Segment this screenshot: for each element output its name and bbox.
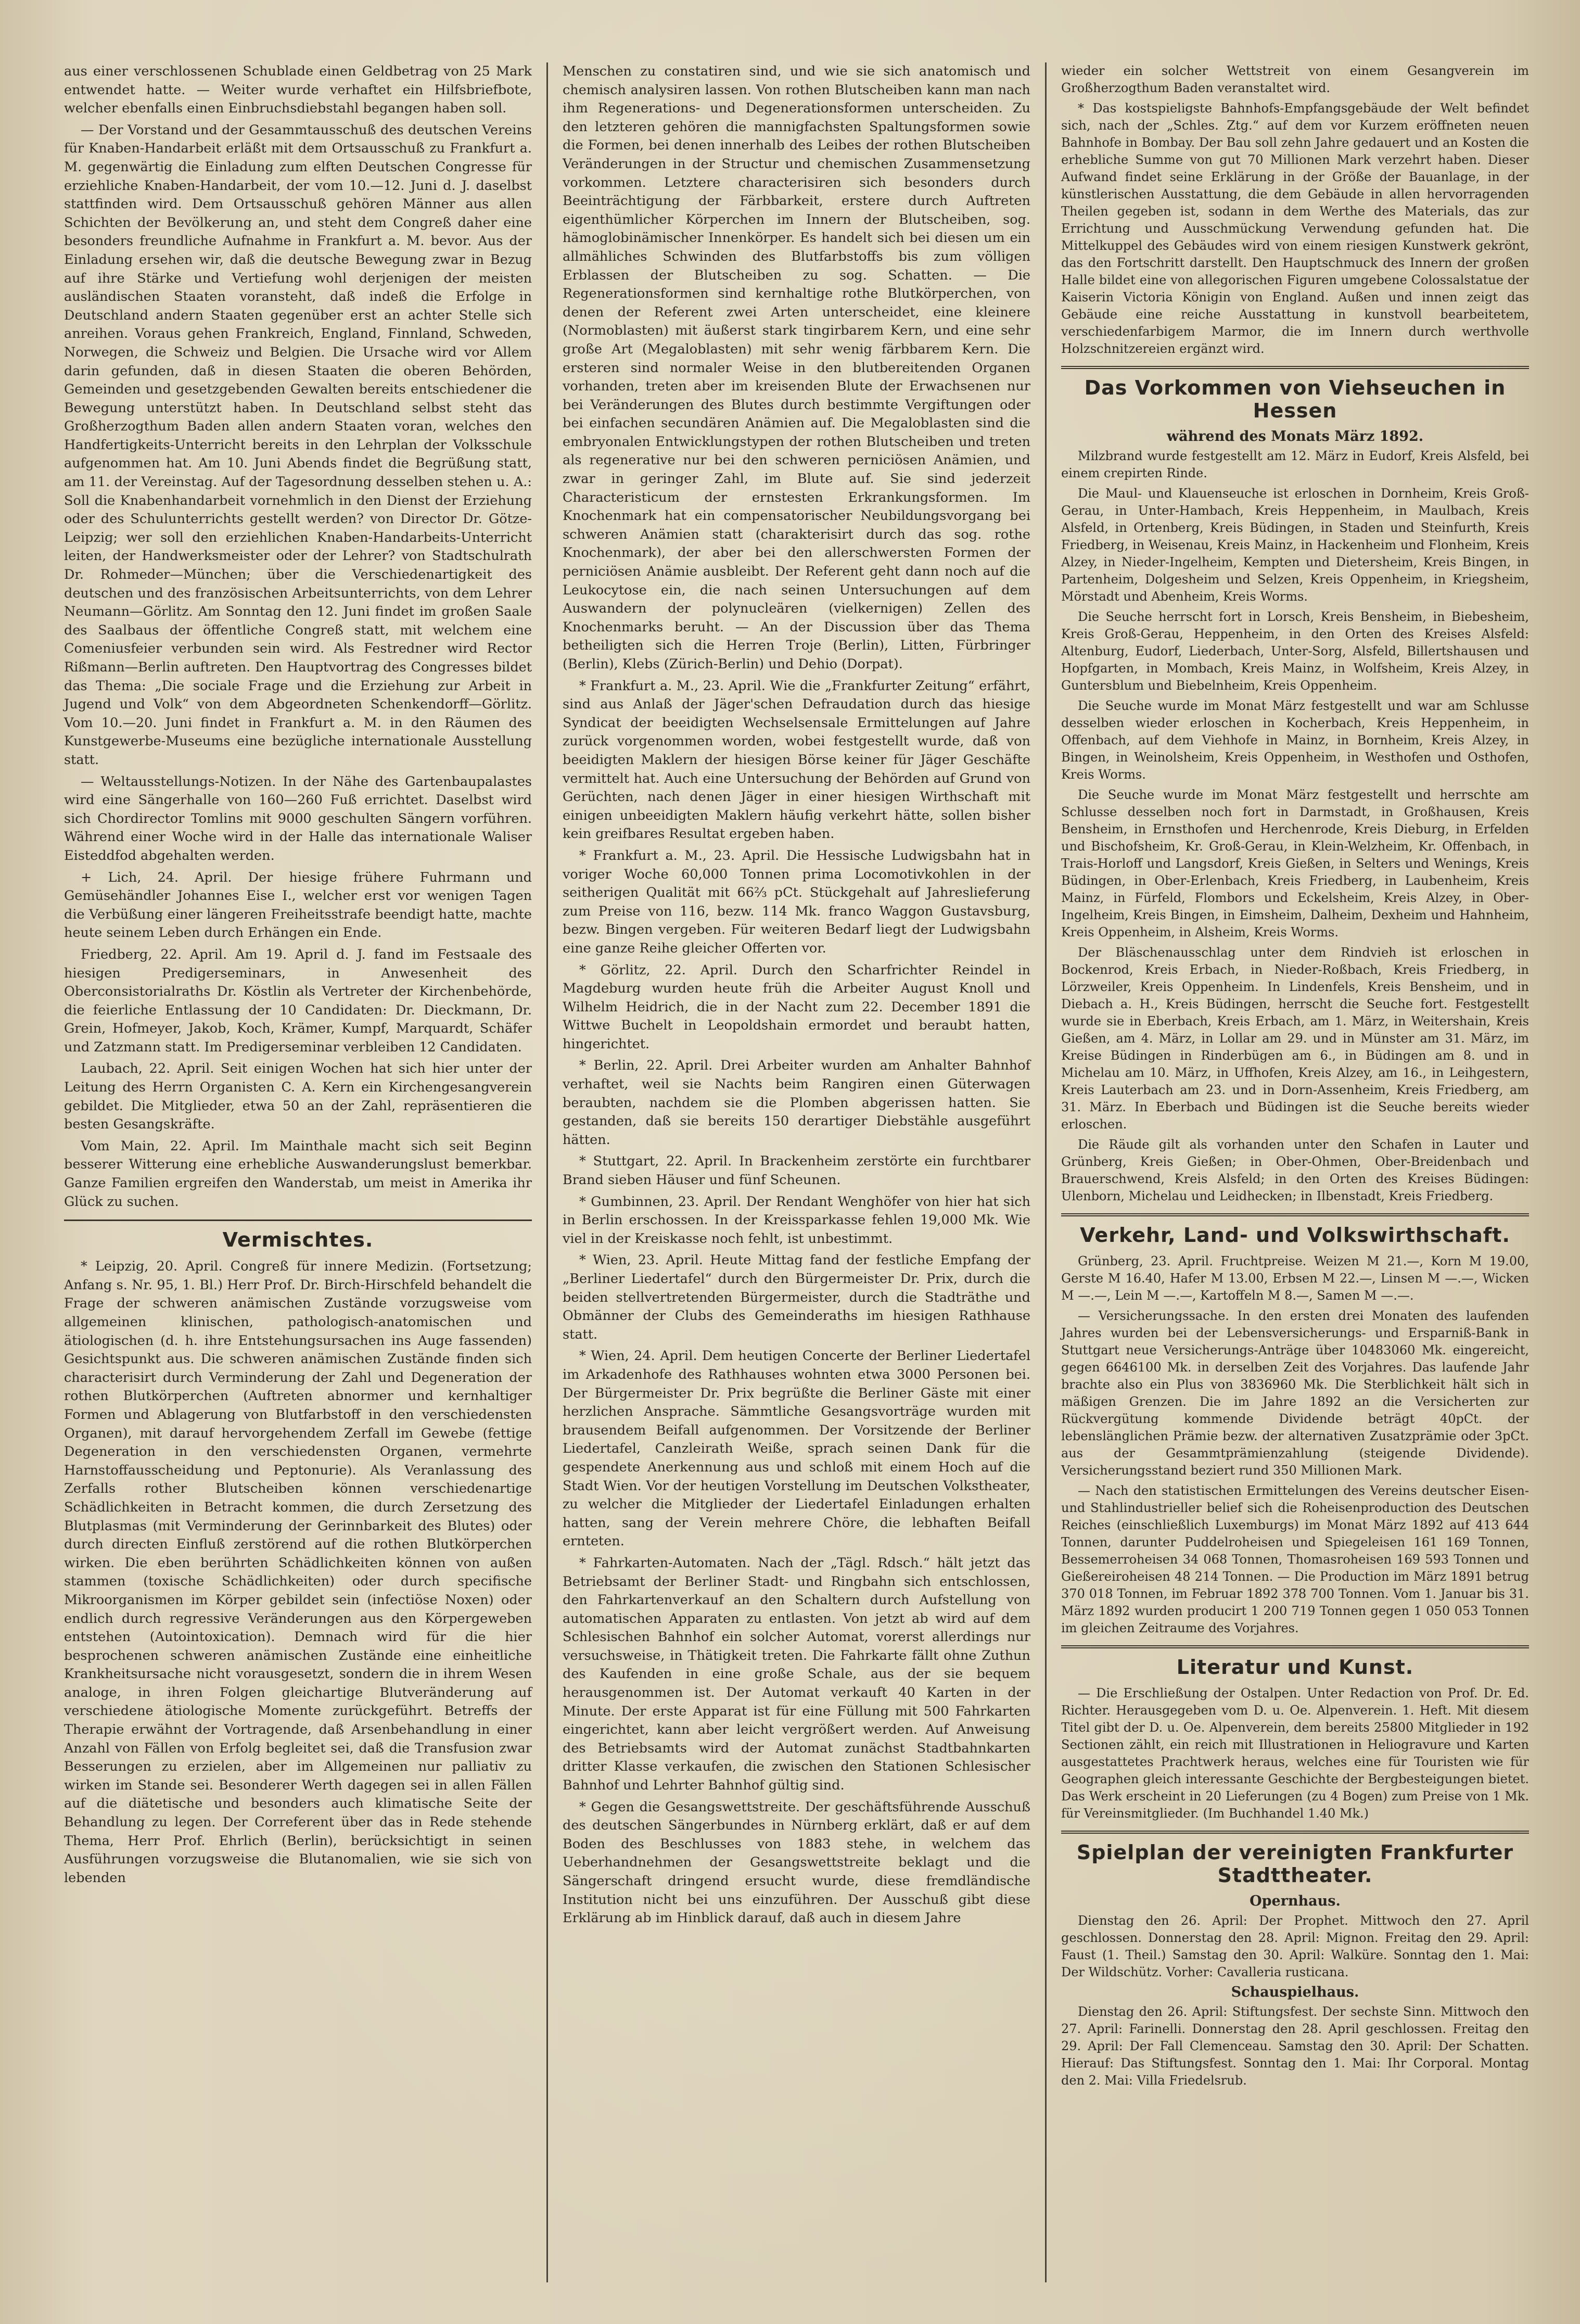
article-paragraph: * Leipzig, 20. April. Congreß für innere Medizin. (Fortsetzung; Anfang s. Nr. 95, 1. Bl.) Herr Prof. Dr. Birch-Hirschfeld behandelt die Frage der schweren anämischen Zustände vorzugsweise vom allgemeinen klinischen, pathologisch-anatomischen und ätiologischen (d. h. ihre Entstehungsursachen ins Auge fassenden) Gesichtspunkt aus. Die schweren anämischen Zustände finden sich characterisirt durch Verminderung der Zahl und Degeneration der rothen Blutkörperchen (Auftreten abnormer und kernhaltiger Formen und Ablagerung von Blutfarbstoff in den verschiedensten Organen), mit darauf hervorgehendem Zerfall im Gewebe (fettige Degeneration in den verschiedensten Organen, vermehrte Harnstoffausscheidung und Peptonurie). Als Veranlassung des Zerfalls rother Blutscheiben können verschiedenartige Schädlichkeiten in Betracht kommen, die durch Zersetzung des Blutplasmas (mit Verminderung der Gerinnbarkeit des Blutes) oder durch directen Einfluß zerstörend auf die rothen Blutkörperchen wirken. Die eben berührten Schädlichkeiten können von außen stammen (toxische Schädlichkeiten) oder durch specifische Mikroorganismen im Körper gebildet sein (infectiöse Noxen) oder endlich durch regressive Veränderungen aus den Körpergeweben entstehen (Autointoxication). Demnach wird für die hier besprochenen schweren anämischen Zustände eine einheitliche Krankheitsursache nicht vorausgesetzt, sondern die in ihrem Wesen analoge, in ihren Folgen gleichartige Blutveränderung auf verschiedene ätiologische Momente zurückgeführt. Betreffs der Therapie erwähnt der Vortragende, daß Arsenbehandlung in einer Anzahl von Fällen von Erfolg begleitet sei, daß die Transfusion zwar Besserungen zu erzielen, aber im Allgemeinen nur palliativ zu wirken im Stande sei. Besonderer Werth dagegen sei in allen Fällen auf die diätetische und besonders auch klimatische Seite der Behandlung zu legen. Der Correferent über das in Rede stehende Thema, Herr Prof. Ehrlich (Berlin), berücksichtigt in seinen Ausführungen vorzugsweise die Blutanomalien, wie sie sich von lebenden: [64, 1259, 532, 1886]
theater-schedule: Dienstag den 26. April: Stiftungsfest. Der sechste Sinn. Mittwoch den 27. April: Farinelli. Donnerstag den 28. April geschlossen. Freitag den 29. April: Der Fall Clemenceau. Samstag den 30. April: Der Schatten. Hierauf: Das Stiftungsfest. Sonntag den 1. Mai: Ihr Corporal. Montag den 2. Mai: Villa Friedelsrub.: [1061, 2004, 1529, 2088]
article-paragraph: — Die Erschließung der Ostalpen. Unter Redaction von Prof. Dr. Ed. Richter. Herausgegeben vom D. u. Oe. Alpenverein. 1. Heft. Mit diesem Titel gibt der D. u. Oe. Alpenverein, dem bereits 25800 Mitglieder in 192 Sectionen zählt, ein reich mit Illustrationen in Heliogravure und Karten ausgestattetes Prachtwerk heraus, welches eine für Touristen wie für Geographen gleich interessante Geschichte der Bergbesteigungen bietet. Das Werk erscheint in 20 Lieferungen (zu 4 Bogen) zum Preise von 1 Mk. für Vereinsmitglieder. (Im Buchhandel 1.40 Mk.): [1061, 1686, 1529, 1821]
column-right: [1045, 62, 1544, 2282]
section-divider: [1061, 366, 1529, 369]
article-paragraph: — Weltausstellungs-Notizen. In der Nähe des Gartenbaupalastes wird eine Sängerhalle von 160—260 Fuß errichtet. Daselbst wird sich Chordirector Tomlins mit 9000 geschulten Sängern vorführen. Während einer Woche wird in der Halle das internationale Waliser Eisteddfod abgehalten werden.: [64, 773, 532, 863]
section-divider: [1061, 1645, 1529, 1648]
article-paragraph: * Wien, 23. April. Heute Mittag fand der festliche Empfang der „Berliner Liedertafel“ durch den Bürgermeister Dr. Prix, durch die beiden stellvertretenden Bürgermeister, durch die Stadträthe und Obmänner der Clubs des Gemeinderaths im hiesigen Rathhause statt.: [563, 1252, 1030, 1342]
article-paragraph: * Fahrkarten-Automaten. Nach der „Tägl. Rdsch.“ hält jetzt das Betriebsamt der Berliner Stadt- und Ringbahn sich entschlossen, den Fahrkartenverkauf an den Schaltern durch Aufstellung von automatischen Apparaten zu entlasten. Von jetzt ab wird auf dem Schlesischen Bahnhof ein solcher Automat, vorerst allerdings nur versuchsweise, in Thätigkeit treten. Die Fahrkarte fällt ohne Zuthun des Kaufenden in eine große Schale, aus der sie bequem herausgenommen ist. Der Automat verkauft 40 Karten in der Minute. Der erste Apparat ist für eine Füllung mit 500 Fahrkarten eingerichtet, kann aber leicht vergrößert werden. Auf Anweisung des Betriebsamts wird der Automat zunächst Stadtbahnkarten dritter Klasse verkaufen, die zwischen den Stationen Schlesischer Bahnhof und Lehrter Bahnhof gültig sind.: [563, 1555, 1030, 1794]
article-paragraph: Der Bläschenausschlag unter dem Rindvieh ist erloschen in Bockenrod, Kreis Erbach, in Nieder-Roßbach, Kreis Friedberg, in Lörzweiler, Kreis Oppenheim. In Lindenfels, Kreis Bensheim, und in Diebach a. H., Kreis Büdingen, herrscht die Seuche fort. Festgestellt wurde sie in Eberbach, Kreis Erbach, am 1. März, in Weitershain, Kreis Gießen, am 4. März, in Lollar am 29. und in Münster am 31. März, im Kreise Büdingen in Rinderbügen am 6., in Büdingen am 8. und in Michelau am 10. März, in Uffhofen, Kreis Alzey, am 16., in Leihgestern, Kreis Lauterbach am 23. und in Dorn-Assenheim, Kreis Friedberg, am 31. März. In Eberbach und Büdingen ist die Seuche bereits wieder erloschen.: [1061, 945, 1529, 1132]
article-paragraph: Menschen zu constatiren sind, und wie sie sich anatomisch und chemisch analysiren lassen. Von rothen Blutscheiben kann man nach ihm Regenerations- und Degenerationsformen unterscheiden. Zu den letzteren gehören die mannigfachsten Spaltungsformen sowie die Formen, bei denen innerhalb des Leibes der rothen Blutscheiben Veränderungen in der Structur und chemischen Zusammensetzung vorkommen. Letztere characterisiren sich besonders durch Beeinträchtigung der Färbbarkeit, erstere durch Auftreten eigenthümlicher Körperchen im Innern der Blutscheiben, sog. hämoglobinämischer Innenkörper. Es handelt sich bei diesen um ein allmähliches Schwinden des Blutfarbstoffs bis zum völligen Erblassen der Blutscheiben zu sog. Schatten. — Die Regenerationsformen sind kernhaltige rothe Blutkörperchen, von denen der Referent zwei Arten unterscheidet, eine kleinere (Normoblasten) mit äußerst stark tingirbarem Kern, und eine sehr große Art (Megaloblasten) mit sehr wenig färbbarem Kern. Die ersteren sind normaler Weise in den blutbereitenden Organen vorhanden, treten aber im kreisenden Blute der Erwachsenen nur bei Veränderungen des Blutes durch bestimmte Vergiftungen oder bei einfachen secundären Anämien auf. Die Megaloblasten sind die embryonalen Entwicklungstypen der rothen Blutscheiben und treten als regenerative nur bei den schweren perniciösen Anämien, und zwar in geringer Zahl, im Blute auf. Sie sind jederzeit Characteristicum der ernstesten Erkrankungsformen. Im Knochenmark hat ein compensatorischer Neubildungsvorgang bei schweren Anämien statt (charakterisirt durch das sog. rothe Knochenmark), der aber bei den allerschwersten Formen der perniciösen Anämie ausbleibt. Der Referent geht dann noch auf die Leukocytose ein, die nach seinen Untersuchungen auf dem Auswandern der polynucleären (vielkernigen) Zellen des Knochenmarks beruht. — An der Discussion über das Thema betheiligten sich die Herren Troje (Berlin), Litten, Fürbringer (Berlin), Klebs (Zürich-Berlin) und Dehio (Dorpat).: [563, 64, 1030, 672]
column-left: [49, 62, 546, 2282]
article-paragraph: Die Räude gilt als vorhanden unter den Schafen in Lauter und Grünberg, Kreis Gießen; in Ober-Ohmen, Ober-Breidenbach und Brauerschwend, Kreis Alsfeld; in den Orten des Kreises Büdingen: Ulenborn, Michelau und Leidhecken; in Ilbenstadt, Kreis Friedberg.: [1061, 1137, 1529, 1203]
article-paragraph: aus einer verschlossenen Schublade einen Geldbetrag von 25 Mark entwendet hatte. — Weiter wurde verhaftet ein Hilfsbriefbote, welcher ebenfalls einen Einbruchsdiebstahl begangen haben soll.: [64, 64, 532, 117]
article-paragraph: * Frankfurt a. M., 23. April. Wie die „Frankfurter Zeitung“ erfährt, sind aus Anlaß der Jäger'schen Defraudation durch das hiesige Syndicat der beeidigten Wechselsensale Ermittelungen auf Jahre zurück vorgenommen worden, wobei festgestellt wurde, daß von beeidigten Maklern der hiesigen Börse keiner für Jäger Geschäfte vermittelt hat. Auch eine Untersuchung der Behörden auf Grund von Gerüchten, nach denen Jäger in einer hiesigen Wirthschaft mit einigen unbeeidigten Maklern häufig verkehrt hätte, sollen bisher kein greifbares Resultat ergeben haben.: [563, 678, 1030, 842]
article-paragraph: Vom Main, 22. April. Im Mainthale macht sich seit Beginn besserer Witterung eine erhebliche Auswanderungslust bemerkbar. Ganze Familien ergreifen den Wanderstab, um meist in Amerika ihr Glück zu suchen.: [64, 1138, 532, 1210]
article-paragraph: — Der Vorstand und der Gesammtausschuß des deutschen Vereins für Knaben-Handarbeit erläßt mit dem Ortsausschuß zu Frankfurt a. M. gegenwärtig die Einladung zum elften Deutschen Congresse für erziehliche Knaben-Handarbeit, der vom 10.—12. Juni d. J. daselbst stattfinden wird. Dem Ortsausschuß gehören Männer aus allen Schichten der Bevölkerung an, und steht dem Congreß daher eine besonders freundliche Aufnahme in Frankfurt a. M. bevor. Aus der Einladung ersehen wir, daß die deutsche Bewegung zwar in Bezug auf ihre Stärke und Vertiefung wohl derjenigen der meisten ausländischen Staaten voransteht, daß indeß die Erfolge in Deutschland andern Staaten gegenüber erst an achter Stelle sich anreihen. Voraus gehen Frankreich, England, Finnland, Schweden, Norwegen, die Schweiz und Belgien. Die Ursache wird vor Allem darin gefunden, daß in diesen Staaten die oberen Behörden, Gemeinden und gesetzgebenden Gewalten bereits entschiedener die Bewegung unterstützt haben. In Deutschland selbst steht das Großherzogthum Baden allen andern Staaten voran, welches den Handfertigkeits-Unterricht bereits in den Lehrplan der Volksschule aufgenommen hat. Am 10. Juni Abends findet die Begrüßung statt, am 11. der Vereinstag. Auf der Tagesordnung desselben stehen u. A.: Soll die Knabenhandarbeit vornehmlich in den Dienst der Erziehung oder des Schulunterrichts gestellt werden? von Director Dr. Götze-Leipzig; wer soll den erziehlichen Knaben-Handarbeits-Unterricht leiten, der Handwerksmeister oder der Lehrer? von Stadtschulrath Dr. Rohmeder—München; über die Verschiedenartigkeit des deutschen und des französischen Arbeitsunterrichts, von dem Lehrer Neumann—Görlitz. Am Sonntag den 12. Juni findet im großen Saale des Saalbaus der öffentliche Congreß statt, mit welchem eine Comeniusfeier verbunden sein wird. Als Festredner wird Rector Rißmann—Berlin auftreten. Den Hauptvortrag des Congresses bildet das Thema: „Die sociale Frage und die Erziehung zur Arbeit in Jugend und Volk“ von dem Abgeordneten Schenkendorff—Görlitz. Vom 10.—20. Juni findet in Frankfurt a. M. in den Räumen des Kunstgewerbe-Museums eine bezügliche internationale Ausstellung statt.: [64, 122, 532, 768]
article-paragraph: Die Maul- und Klauenseuche ist erloschen in Dornheim, Kreis Groß-Gerau, in Unter-Hambach, Kreis Heppenheim, in Maulbach, Kreis Alsfeld, in Ortenberg, Kreis Büdingen, in Staden und Steinfurth, Kreis Friedberg, in Weisenau, Kreis Mainz, in Hackenheim und Flonheim, Kreis Alzey, in Nieder-Ingelheim, Kempten und Dietersheim, Kreis Bingen, in Partenheim, Dolgesheim und Selzen, Kreis Oppenheim, in Kriegsheim, Mörstadt und Abenheim, Kreis Worms.: [1061, 486, 1529, 604]
article-paragraph: Die Seuche wurde im Monat März festgestellt und war am Schlusse desselben wieder erloschen in Kocherbach, Kreis Heppenheim, in Offenbach, auf dem Viehhofe in Mainz, in Bornheim, Kreis Alzey, in Bingen, in Weinolsheim, Kreis Oppenheim, in Westhofen und Osthofen, Kreis Worms.: [1061, 699, 1529, 782]
section-subheading-opernhaus: Opernhaus.: [1250, 1893, 1341, 1909]
columns: [49, 62, 1544, 2282]
article-paragraph: Die Seuche wurde im Monat März festgestellt und herrschte am Schlusse desselben noch fort in Darmstadt, in Großhausen, Kreis Bensheim, in Ernsthofen und Herchenrode, Kreis Dieburg, in Erfelden und Bischofsheim, Kr. Groß-Gerau, in Klein-Welzheim, Kr. Offenbach, in Trais-Horloff und Langsdorf, Kreis Gießen, in Selters und Wenings, Kreis Büdingen, in Ober-Erlenbach, Kreis Friedberg, in Laubenheim, Kreis Mainz, in Fürfeld, Flombors und Eckelsheim, Kreis Alzey, in Ober-Ingelheim, Kreis Bingen, in Eimsheim, Dalheim, Dexheim und Hahnheim, Kreis Oppenheim, in Alsheim, Kreis Worms.: [1061, 788, 1529, 939]
article-paragraph: * Berlin, 22. April. Drei Arbeiter wurden am Anhalter Bahnhof verhaftet, weil sie Nachts beim Rangiren einen Güterwagen beraubten, nachdem sie die Plomben abgerissen hatten. Sie gestanden, daß sie bereits 150 derartiger Diebstähle ausgeführt hätten.: [563, 1058, 1030, 1148]
section-subheading-schauspielhaus: Schauspielhaus.: [1231, 1984, 1359, 2000]
article-paragraph: — Nach den statistischen Ermittelungen des Vereins deutscher Eisen- und Stahlindustrieller belief sich die Roheisenproduction des Deutschen Reiches (einschließlich Luxemburgs) im Monat März 1892 auf 413 644 Tonnen, darunter Puddelroheisen und Spiegeleisen 161 169 Tonnen, Bessemerroheisen 34 068 Tonnen, Thomasroheisen 169 593 Tonnen und Gießereiroheisen 48 214 Tonnen. — Die Production im März 1891 betrug 370 018 Tonnen, im Februar 1892 378 700 Tonnen. Vom 1. Januar bis 31. März 1892 wurden producirt 1 200 719 Tonnen gegen 1 050 053 Tonnen im gleichen Zeitraume des Vorjahres.: [1061, 1483, 1529, 1635]
article-paragraph: Milzbrand wurde festgestellt am 12. März in Eudorf, Kreis Alsfeld, bei einem crepirten Rinde.: [1061, 449, 1529, 480]
article-paragraph: Grünberg, 23. April. Fruchtpreise. Weizen M 21.—, Korn M 19.00, Gerste M 16.40, Hafer M 13.00, Erbsen M 22.—, Linsen M —.—, Wicken M —.—, Lein M —.—, Kartoffeln M 8.—, Samen M —.—.: [1061, 1254, 1529, 1303]
section-heading-literatur: Literatur und Kunst.: [1176, 1656, 1414, 1679]
article-paragraph: * Gumbinnen, 23. April. Der Rendant Wenghöfer von hier hat sich in Berlin erschossen. In der Kreissparkasse fehlen 19,000 Mk. Wie viel in der Kreiskasse noch fehlt, ist unbestimmt.: [563, 1193, 1030, 1247]
section-heading-verkehr: Verkehr, Land- und Volkswirthschaft.: [1080, 1224, 1510, 1247]
section-heading-viehseuchen: Das Vorkommen von Viehseuchen in Hessen: [1084, 376, 1506, 422]
section-subheading: während des Monats März 1892.: [1166, 428, 1424, 445]
section-divider: [1061, 1831, 1529, 1834]
section-heading-vermischtes: Vermischtes.: [222, 1228, 374, 1252]
article-paragraph: Die Seuche herrscht fort in Lorsch, Kreis Bensheim, in Biebesheim, Kreis Groß-Gerau, Heppenheim, in den Orten des Kreises Alsfeld: Altenburg, Eudorf, Liederbach, Unter-Sorg, Alsfeld, Billertshausen und Hopfgarten, in Mombach, Kreis Mainz, in Wolfsheim, Kreis Alzey, in Guntersblum und Biebelnheim, Kreis Oppenheim.: [1061, 609, 1529, 693]
section-heading-spielplan: Spielplan der vereinigten Frankfurter Stadttheater.: [1076, 1841, 1514, 1887]
article-paragraph: * Görlitz, 22. April. Durch den Scharfrichter Reindel in Magdeburg wurden heute früh die Arbeiter August Knoll und Wilhelm Heidrich, die in der Nacht zum 22. December 1891 die Wittwe Buchelt in Leopoldshain ermordet und beraubt hatten, hingerichtet.: [563, 962, 1030, 1052]
article-paragraph: * Gegen die Gesangswettstreite. Der geschäftsführende Ausschuß des deutschen Sängerbundes in Nürnberg erklärt, daß er auf dem Boden des Beschlusses von 1883 stehe, in welchem das Ueberhandnehmen der Gesangswettstreite beklagt und die Sängerschaft dringend ersucht wurde, diese fremdländische Institution nicht bei uns einzuführen. Der Ausschuß gibt diese Erklärung ab im Hinblick darauf, daß auch in diesem Jahre: [563, 1799, 1030, 1926]
article-paragraph: * Das kostspieligste Bahnhofs-Empfangsgebäude der Welt befindet sich, nach der „Schles. Ztg.“ auf dem vor Kurzem eröffneten neuen Bahnhofe in Bombay. Der Bau soll zehn Jahre gedauert und an Kosten die erhebliche Summe von gut 70 Millionen Mark verzehrt haben. Dieser Aufwand findet seine Erklärung in der Größe der Bauanlage, in der künstlerischen Ausstattung, die dem Gebäude in allen hervorragenden Theilen gegeben ist, sodann in dem Werthe des Materials, das zur Errichtung und Ausschmückung Verwendung gefunden hat. Die Mittelkuppel des Gebäudes wird von einem riesigen Kunstwerk gekrönt, das den Fortschritt darstellt. Den Hauptschmuck des Innern der großen Halle bildet eine von allegorischen Figuren umgebene Colossalstatue der Kaiserin Victoria Königin von England. Außen und innen zeigt das Gebäude eine reiche Ausstattung in kunstvoll bearbeitetem, verschiedenfarbigem Marmor, die im Innern durch werthvolle Holzschnitzereien ergänzt wird.: [1061, 101, 1529, 356]
article-paragraph: * Frankfurt a. M., 23. April. Die Hessische Ludwigsbahn hat in voriger Woche 60,000 Tonnen prima Locomotivkohlen in der seitherigen Qualität mit 66⅔ pCt. Stückgehalt auf Jahreslieferung zum Preise von 116, bezw. 114 Mk. franco Waggon Gustavsburg, bezw. Bingen vergeben. Für weiteren Bedarf liegt der Ludwigsbahn eine ganze Reihe gleicher Offerten vor.: [563, 847, 1030, 956]
theater-schedule: Dienstag den 26. April: Der Prophet. Mittwoch den 27. April geschlossen. Donnerstag den 28. April: Mignon. Freitag den 29. April: Faust (1. Theil.) Samstag den 30. April: Walküre. Sonntag den 1. Mai: Der Wildschütz. Vorher: Cavalleria rusticana.: [1061, 1913, 1529, 1979]
article-paragraph: * Stuttgart, 22. April. In Brackenheim zerstörte ein furchtbarer Brand sieben Häuser und fünf Scheunen.: [563, 1153, 1030, 1188]
article-paragraph: — Versicherungssache. In den ersten drei Monaten des laufenden Jahres wurden bei der Lebensversicherungs- und Ersparniß-Bank in Stuttgart neue Versicherungs-Anträge über 10483060 Mk. eingereicht, gegen 6646100 Mk. in derselben Zeit des Vorjahres. Das laufende Jahr brachte also ein Plus von 3836960 Mk. Die Sterblichkeit hält sich in mäßigen Grenzen. Die im Jahre 1892 an die Versicherten zur Rückvergütung kommende Dividende beträgt 40pCt. der lebenslänglichen Prämie bezw. der alternativen Zusatzprämie oder 3pCt. aus der Gesammtprämienzahlung (steigende Dividende). Versicherungsstand beziert rund 350 Millionen Mark.: [1061, 1309, 1529, 1478]
article-paragraph: Laubach, 22. April. Seit einigen Wochen hat sich hier unter der Leitung des Herrn Organisten C. A. Kern ein Kirchengesangverein gebildet. Die Mitglieder, etwa 50 an der Zahl, repräsentieren die besten Gesangskräfte.: [64, 1061, 532, 1133]
article-paragraph: + Lich, 24. April. Der hiesige frühere Fuhrmann und Gemüsehändler Johannes Eise I., welcher erst vor wenigen Tagen die Verbüßung einer längeren Freiheitsstrafe beendigt hatte, machte heute seinem Leben durch Erhängen ein Ende.: [64, 869, 532, 941]
article-paragraph: wieder ein solcher Wettstreit von einem Gesangverein im Großherzogthum Baden veranstaltet wird.: [1061, 64, 1529, 95]
section-divider: [1061, 1213, 1529, 1216]
column-middle: [546, 62, 1045, 2282]
article-paragraph: Friedberg, 22. April. Am 19. April d. J. fand im Festsaale des hiesigen Predigerseminars, in Anwesenheit des Oberconsistorialraths Dr. Köstlin als Vertreter der Kirchenbehörde, die feierliche Entlassung der 10 Candidaten: Dr. Dieckmann, Dr. Grein, Hofmeyer, Jakob, Koch, Krämer, Kumpf, Marquardt, Schäfer und Zatzmann statt. Im Predigerseminar verbleiben 12 Candidaten.: [64, 946, 532, 1055]
article-paragraph: * Wien, 24. April. Dem heutigen Concerte der Berliner Liedertafel im Arkadenhofe des Rathhauses wohnten etwa 3000 Personen bei. Der Bürgermeister Dr. Prix begrüßte die Berliner Gäste mit einer herzlichen Ansprache. Sämmtliche Gesangsvorträge wurden mit brausendem Beifall aufgenommen. Der Vorsitzende der Berliner Liedertafel, Canzleirath Weiße, sprach seinen Dank für die gespendete Anerkennung aus und schloß mit einem Hoch auf die Stadt Wien. Vor der heutigen Vorstellung im Deutschen Volkstheater, zu welcher die Mitglieder der Liedertafel Einladungen erhalten hatten, sang der Verein mehrere Chöre, die lebhaften Beifall ernteten.: [563, 1348, 1030, 1550]
section-divider: [64, 1220, 532, 1221]
